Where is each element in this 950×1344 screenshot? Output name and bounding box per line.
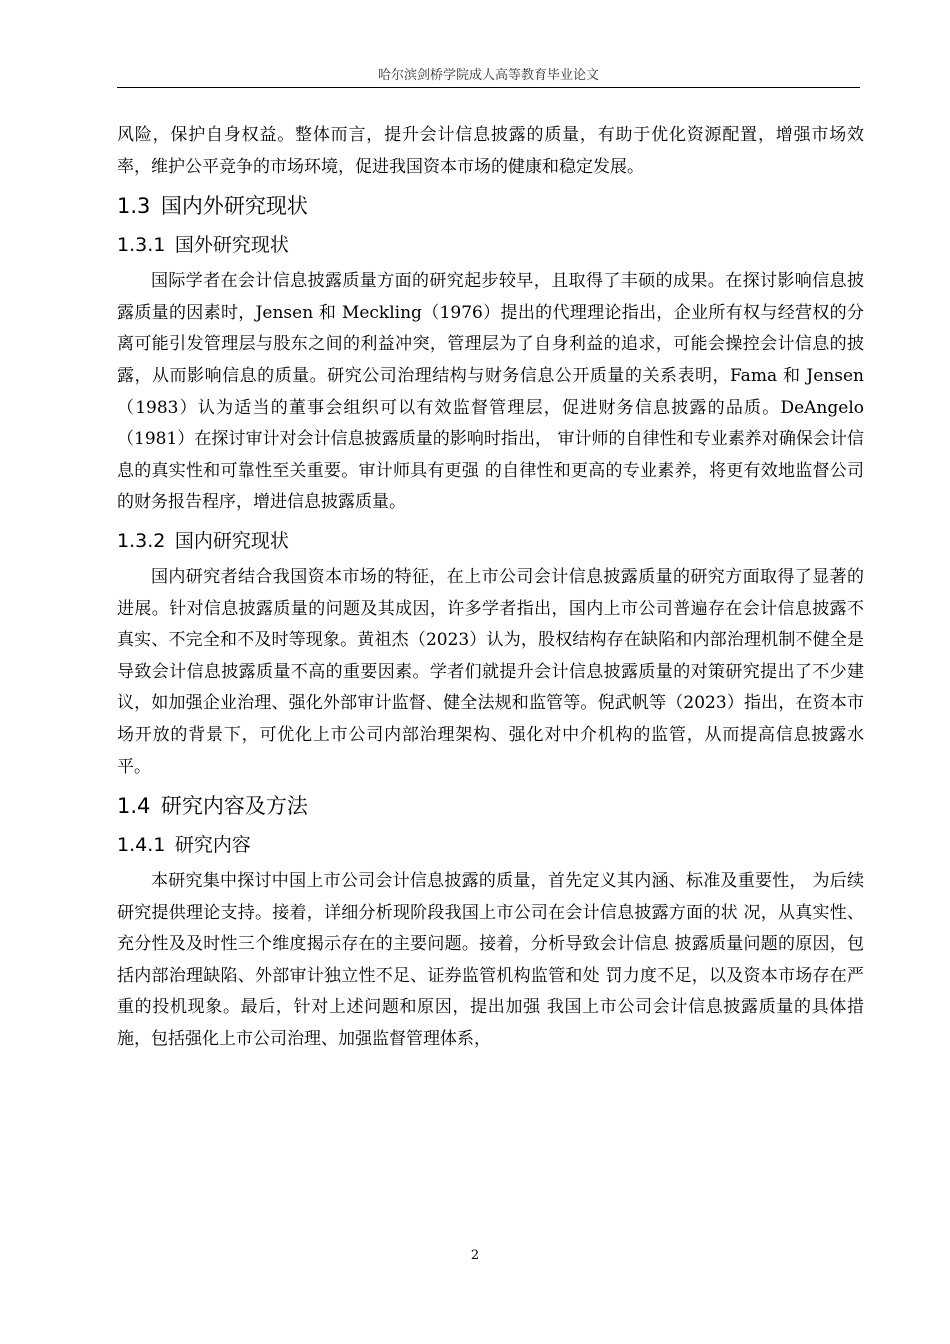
subsection-number: 1.3.2: [117, 529, 166, 552]
paragraph-foreign-research: 国际学者在会计信息披露质量方面的研究起步较早，且取得了丰硕的成果。在探讨影响信息披露质量的因素时，Jensen 和 Meckling（1976）提出的代理理论指出，企业所有权与经营权的分离可能引发管理层与股东之间的利益冲突，管理层为了自身利益的追求，可能会操控会计信息的披露，从而影响信息的质量。研究公司治理结构与财务信息公开质量的关系表明，Fama 和 Jensen（1983）认为适当的董事会组织可以有效监督管理层，促进财务信息披露的品质。DeAngelo（1981）在探讨审计对会计信息披露质量的影响时指出， 审计师的自律性和专业素养对确保会计信息的真实性和可靠性至关重要。审计师具有更强 的自律性和更高的专业素养，将更有效地监督公司的财务报告程序，增进信息披露质量。: [117, 271, 864, 513]
subsection-number: 1.4.1: [117, 834, 166, 857]
subsection-title: 研究内容: [174, 834, 251, 857]
subsection-title: 国内研究现状: [174, 529, 289, 552]
section-title: 研究内容及方法: [160, 794, 308, 819]
paragraph-research-content: 本研究集中探讨中国上市公司会计信息披露的质量，首先定义其内涵、标准及重要性， 为后续研究提供理论支持。接着，详细分析现阶段我国上市公司在会计信息披露方面的状 况，从真实性、充分性及及时性三个维度揭示存在的主要问题。接着，分析导致会计信息 披露质量问题的原因，包括内部治理缺陷、外部审计独立性不足、证券监管机构监管和处 罚力度不足，以及资本市场存在严重的投机现象。最后，针对上述问题和原因，提出加强 我国上市公司会计信息披露质量的具体措施，包括强化上市公司治理、加强监督管理体系，: [117, 871, 864, 1050]
section-number: 1.4: [117, 794, 151, 819]
subsection-number: 1.3.1: [117, 234, 166, 257]
section-number: 1.3: [117, 194, 151, 219]
subsection-title: 国外研究现状: [174, 234, 289, 257]
paragraph-continued: 风险，保护自身权益。整体而言，提升会计信息披露的质量，有助于优化资源配置，增强市场效率，维护公平竞争的市场环境，促进我国资本市场的健康和稳定发展。: [117, 125, 864, 177]
running-header: 哈尔滨剑桥学院成人高等教育毕业论文: [377, 68, 599, 83]
section-heading-1-3: [117, 189, 864, 223]
paragraph-domestic-research: 国内研究者结合我国资本市场的特征，在上市公司会计信息披露质量的研究方面取得了显著的进展。针对信息披露质量的问题及其成因，许多学者指出，国内上市公司普遍存在会计信息披露不真实、不完全和不及时等现象。黄祖杰（2023）认为，股权结构存在缺陷和内部治理机制不健全是导致会计信息披露质量不高的重要因素。学者们就提升会计信息披露质量的对策研究提出了不少建议，如加强企业治理、强化外部审计监督、健全法规和监管等。倪武帆等（2023）指出，在资本市场开放的背景下，可优化上市公司内部治理架构、强化对中介机构的监管，从而提高信息披露水平。: [117, 566, 864, 777]
page-number: 2: [470, 1248, 480, 1263]
header-rule: [117, 87, 860, 88]
subsection-heading-1-3-2: [117, 525, 864, 557]
page-body: [117, 120, 864, 1056]
section-title: 国内外研究现状: [160, 194, 308, 219]
section-heading-1-4: [117, 789, 864, 823]
subsection-heading-1-4-1: [117, 829, 864, 861]
subsection-heading-1-3-1: [117, 229, 864, 261]
